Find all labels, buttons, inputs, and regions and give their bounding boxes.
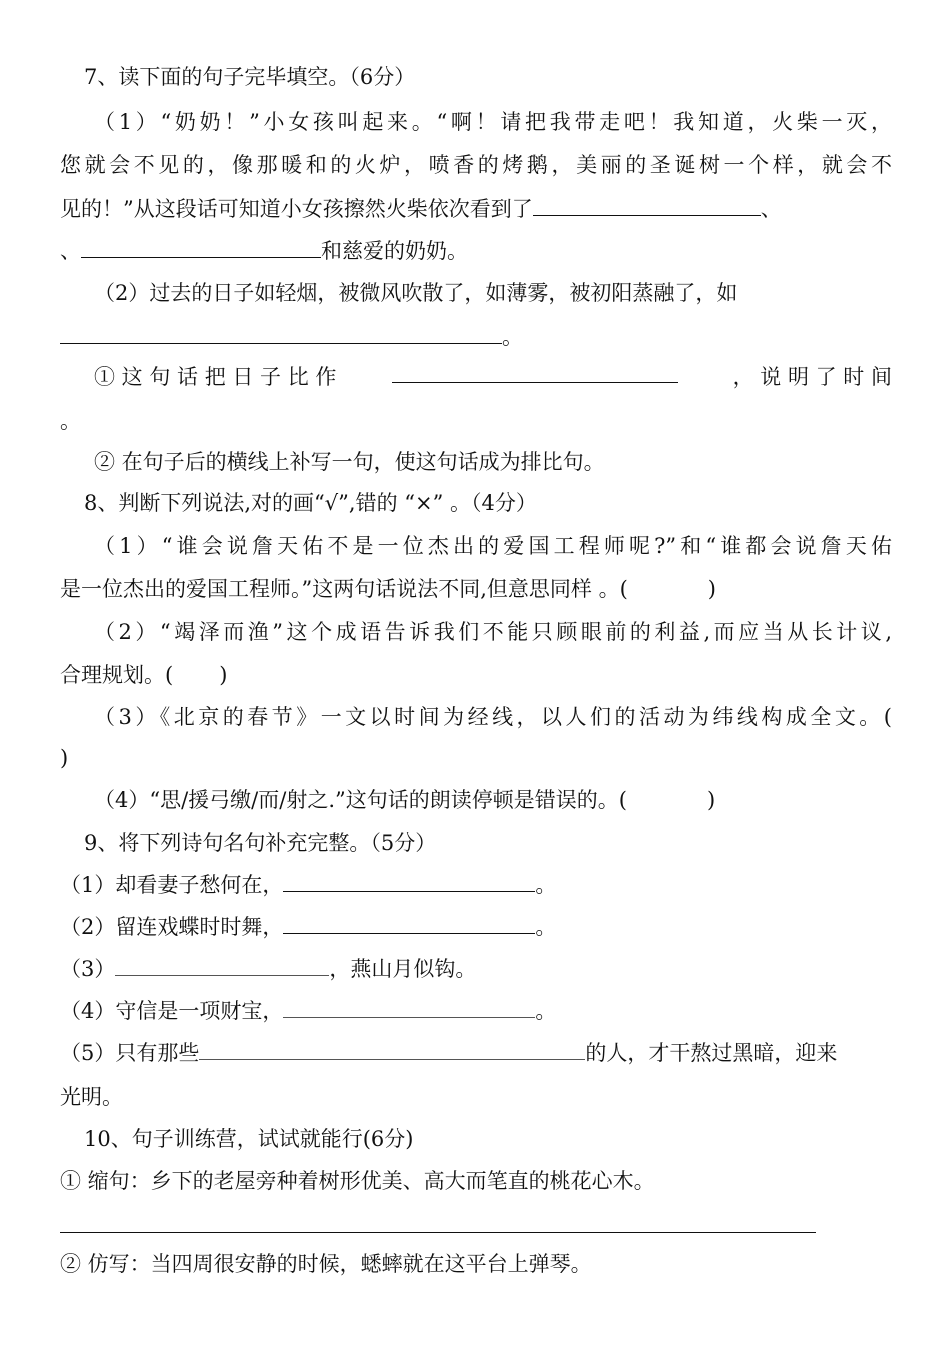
q7-p1-line3-end: 、 (760, 197, 782, 221)
q9-l2 (60, 912, 892, 942)
q7-s2: ② 在句子后的横线上补写一句，使这句话成为排比句。 (94, 450, 605, 474)
answer-blank-1[interactable] (533, 195, 761, 216)
q7-p1-line4-end: 和慈爱的奶奶。 (321, 239, 468, 263)
q7-title: 7、读下面的句子完毕填空。（6分） (84, 65, 416, 89)
q7-p1-line4-start: 、 (60, 239, 81, 263)
q9-l1-start: （1）却看妻子愁何在， (60, 873, 284, 897)
q8-i4-text: （4）“思/援弓缴/而/射之.”这句话的朗读停顿是错误的。( (94, 788, 627, 812)
q10-b: ② 仿写：当四周很安静的时候，蟋蟀就在这平台上弹琴。 (60, 1252, 592, 1276)
q8-i4 (94, 785, 892, 815)
q8-i1-line2 (60, 574, 892, 604)
q7-p2-line1: （2）过去的日子如轻烟，被微风吹散了，如薄雾，被初阳蒸融了，如 (94, 281, 738, 305)
q8-i3-line1: （3）《北京的春节》一文以时间为经线，以人们的活动为纬线构成全文。( (94, 705, 892, 729)
answer-blank-3[interactable] (60, 323, 502, 344)
answer-blank-4[interactable] (392, 362, 678, 383)
answer-blank-7[interactable] (115, 955, 329, 976)
answer-line-10a[interactable] (60, 1232, 816, 1233)
q9-l4-start: （4）守信是一项财宝， (60, 999, 284, 1023)
q8-i2-line1: （2）“竭泽而渔”这个成语告诉我们不能只顾眼前的利益,而应当从长计议, (94, 620, 892, 644)
q7-s1-end: ， 说 明 了 时 间 (732, 365, 892, 389)
q9-l2-end: 。 (535, 915, 557, 939)
q9-l4 (60, 996, 892, 1026)
q8-i2-close: ) (219, 663, 228, 687)
q7-s1-line1 (94, 362, 892, 392)
q7-s1-line2: 。 (60, 409, 81, 433)
q9-title: 9、将下列诗句名句补充完整。（5分） (84, 831, 437, 855)
q9-l3 (60, 954, 892, 984)
answer-blank-6[interactable] (283, 913, 535, 934)
q8-i1-line1: （1）“谁会说詹天佑不是一位杰出的爱国工程师呢?”和“谁都会说詹天佑 (94, 534, 892, 558)
q9-l4-end: 。 (535, 999, 557, 1023)
q7-p1-line4 (60, 236, 892, 266)
q9-l1-end: 。 (535, 873, 557, 897)
q10-title: 10、句子训练营，试试就能行(6分) (84, 1127, 414, 1151)
q8-i1-line2-text: 是一位杰出的爱国工程师。”这两句话说法不同,但意思同样 。( (60, 577, 628, 601)
answer-blank-5[interactable] (283, 871, 535, 892)
q8-i3-line2[interactable]: ) (60, 746, 69, 770)
q7-p1-line1: （1）“奶奶！”小女孩叫起来。“啊！请把我带走吧！我知道，火柴一灭， (94, 110, 892, 134)
q10-a: ① 缩句：乡下的老屋旁种着树形优美、高大而笔直的桃花心木。 (60, 1169, 655, 1193)
q9-l5-line2: 光明。 (60, 1085, 123, 1109)
q7-p2-line2 (60, 322, 892, 352)
q8-i2-line2 (60, 660, 892, 690)
answer-blank-8[interactable] (283, 997, 535, 1018)
q8-i1-close: ) (707, 577, 716, 601)
q8-i2-line2-text: 合理规划。( (60, 663, 174, 687)
q8-i4-close: ) (706, 788, 716, 812)
q9-l2-start: （2）留连戏蝶时时舞， (60, 915, 284, 939)
answer-blank-2[interactable] (81, 237, 321, 258)
q7-p1-line2: 您就会不见的，像那暖和的火炉，喷香的烤鹅，美丽的圣诞树一个样，就会不 (60, 153, 892, 177)
q7-p1-line3-text: 见的！”从这段话可知道小女孩擦然火柴依次看到了 (60, 197, 533, 221)
q8-title: 8、判断下列说法,对的画“√”,错的 “×” 。（4分） (84, 491, 537, 515)
q9-l5 (60, 1038, 892, 1068)
q9-l3-end: ，燕山月似钩。 (329, 957, 477, 981)
q9-l5-start: （5）只有那些 (60, 1041, 200, 1065)
answer-blank-9[interactable] (199, 1039, 585, 1060)
q9-l3-start: （3） (60, 957, 116, 981)
q7-s1-start: ① 这 句 话 把 日 子 比 作 (94, 365, 337, 389)
q7-p1-line3 (60, 194, 892, 224)
q9-l5-end: 的人，才干熬过黑暗，迎来 (585, 1041, 838, 1065)
q7-p2-line2-end: 。 (502, 325, 523, 349)
q9-l1 (60, 870, 892, 900)
